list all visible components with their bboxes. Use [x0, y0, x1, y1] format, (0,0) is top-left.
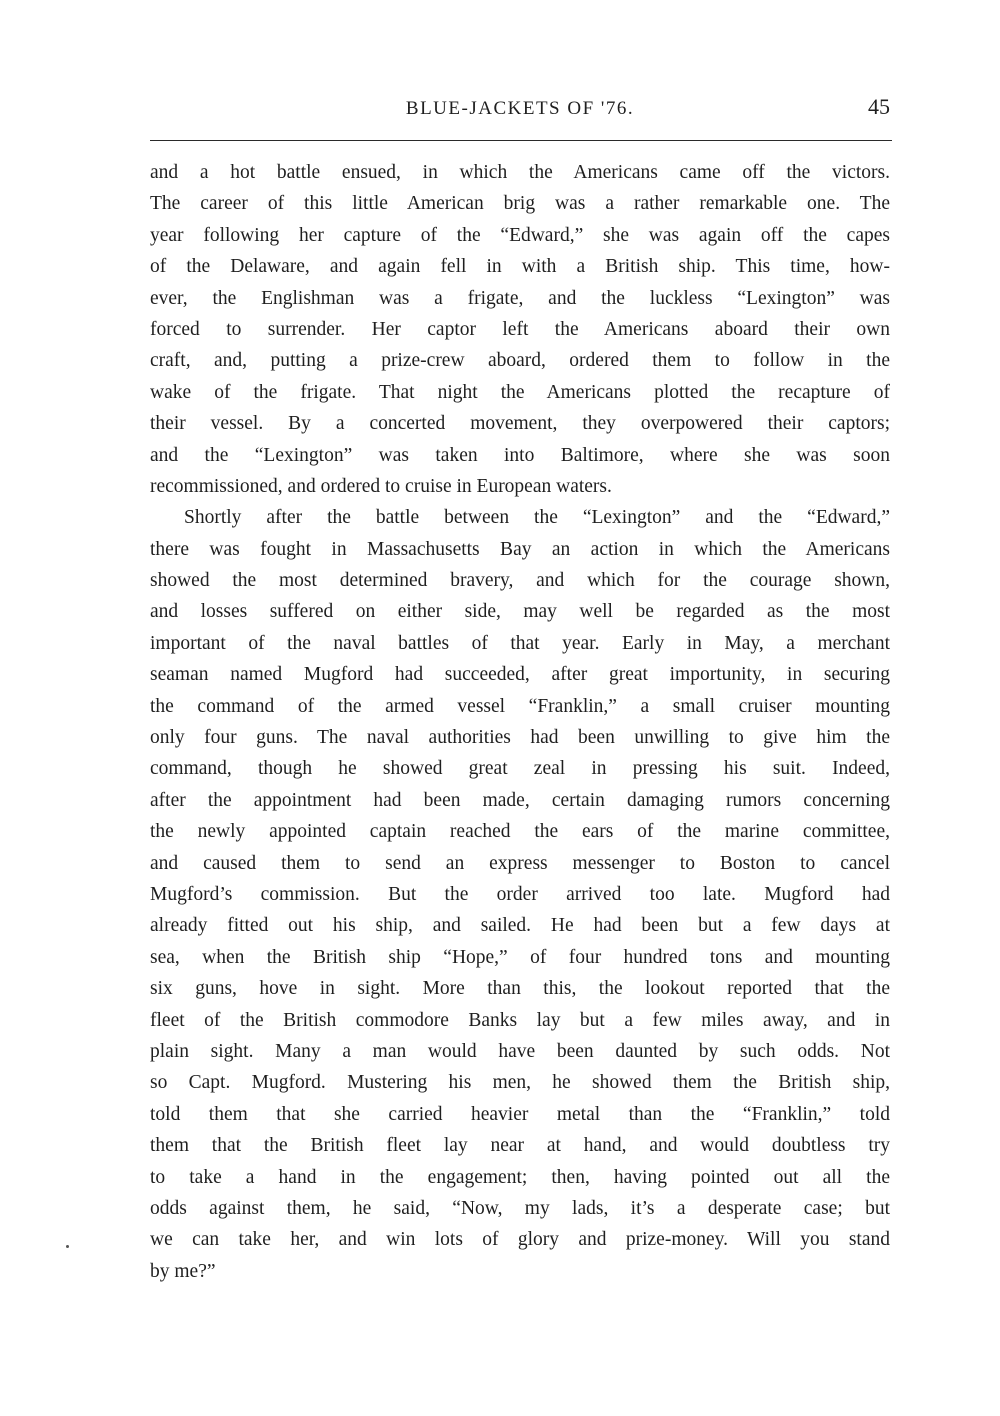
header-rule	[150, 140, 892, 141]
text-line: forced to surrender. Her captor left the Americans aboard their own	[150, 318, 890, 340]
text-line: and caused them to send an express messenger to Boston to cancel	[150, 852, 890, 874]
text-line: already fitted out his ship, and sailed. He had been but a few days at	[150, 915, 890, 937]
text-line: year following her capture of the “Edward,” she was again off the capes	[150, 224, 890, 246]
running-title: BLUE-JACKETS OF '76.	[405, 98, 635, 119]
paragraph-1	[150, 157, 890, 502]
text-line: sea, when the British ship “Hope,” of four hundred tons and mounting	[150, 946, 890, 968]
text-line: wake of the frigate. That night the Americans plotted the recapture of	[150, 381, 890, 403]
text-line: only four guns. The naval authorities had been unwilling to give him the	[150, 727, 890, 749]
text-line: craft, and, putting a prize-crew aboard, ordered them to follow in the	[150, 350, 890, 372]
text-line: them that the British fleet lay near at hand, and would doubtless try	[150, 1135, 890, 1157]
text-line: the command of the armed vessel “Franklin,” a small cruiser mounting	[150, 695, 890, 717]
text-line: their vessel. By a concerted movement, they overpowered their captors;	[150, 413, 890, 435]
text-line: odds against them, he said, “Now, my lads, it’s a desperate case; but	[150, 1197, 890, 1219]
text-line: Shortly after the battle between the “Lexington” and the “Edward,”	[184, 507, 890, 529]
text-line: seaman named Mugford had succeeded, after great importunity, in securing	[150, 664, 890, 686]
text-line: of the Delaware, and again fell in with a British ship. This time, how-	[150, 256, 890, 278]
text-line: by me?”	[150, 1260, 216, 1282]
text-line: command, though he showed great zeal in pressing his suit. Indeed,	[150, 758, 890, 780]
text-line: fleet of the British commodore Banks lay but a few miles away, and in	[150, 1009, 890, 1031]
text-line: and a hot battle ensued, in which the Americans came off the victors.	[150, 162, 890, 183]
text-line: plain sight. Many a man would have been daunted by such odds. Not	[150, 1040, 890, 1062]
text-line: the newly appointed captain reached the ears of the marine committee,	[150, 821, 890, 843]
text-line: so Capt. Mugford. Mustering his men, he showed them the British ship,	[150, 1072, 890, 1094]
body-text	[150, 157, 890, 1287]
running-head	[150, 94, 890, 130]
text-line: told them that she carried heavier metal than the “Franklin,” told	[150, 1103, 890, 1125]
page-number: 45	[868, 94, 890, 119]
paragraph-2	[150, 502, 890, 1287]
text-line: after the appointment had been made, certain damaging rumors concerning	[150, 789, 890, 811]
text-line: and losses suffered on either side, may well be regarded as the most	[150, 601, 890, 623]
text-line: there was fought in Massachusetts Bay an action in which the Americans	[150, 538, 890, 560]
text-line: to take a hand in the engagement; then, having pointed out all the	[150, 1166, 890, 1188]
text-line: and the “Lexington” was taken into Baltimore, where she was soon	[150, 444, 890, 466]
text-line: ever, the Englishman was a frigate, and the luckless “Lexington” was	[150, 287, 890, 309]
text-line: important of the naval battles of that year. Early in May, a merchant	[150, 632, 890, 654]
scan-speck	[66, 1245, 69, 1248]
text-line: six guns, hove in sight. More than this, the lookout reported that the	[150, 978, 890, 1000]
text-line: we can take her, and win lots of glory and prize-money. Will you stand	[150, 1229, 890, 1251]
text-line: showed the most determined bravery, and which for the courage shown,	[150, 570, 890, 592]
text-line: recommissioned, and ordered to cruise in European waters.	[150, 475, 612, 497]
text-line: The career of this little American brig was a rather remarkable one. The	[150, 193, 890, 215]
text-line: Mugford’s commission. But the order arrived too late. Mugford had	[150, 883, 890, 905]
